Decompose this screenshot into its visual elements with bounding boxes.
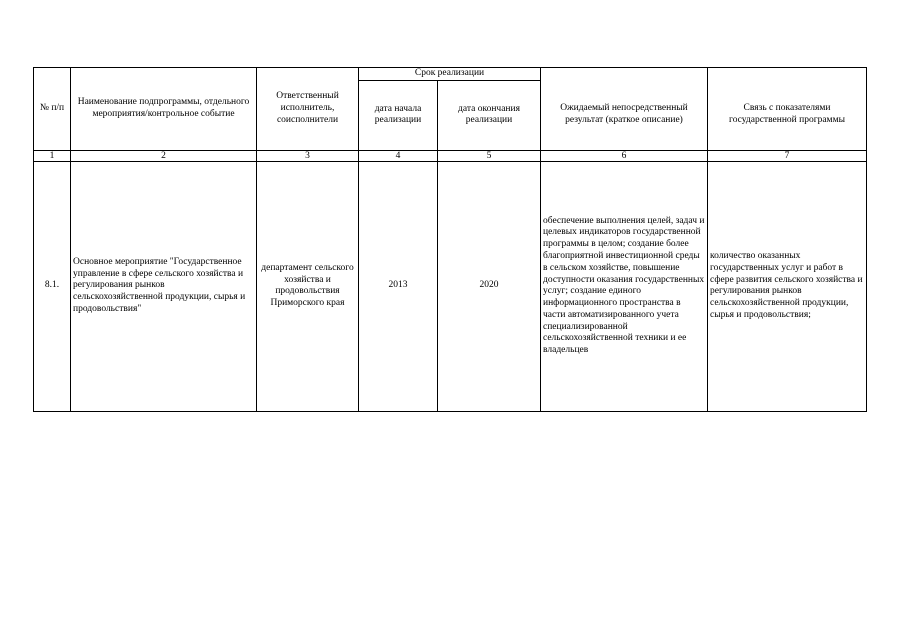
header-period: Срок реализации: [359, 68, 541, 81]
header-responsible: Ответственный исполнитель, соисполнители: [257, 68, 359, 151]
header-num: № п/п: [34, 68, 71, 151]
row-result: обеспечение выполнения целей, задач и целевых индикаторов государственной программы в целом; создание более благоприятной инвестиционной среды в сельском хозяйстве, повышение доступности оказания государственных услуг; создание единого информационного пространства в части автоматизированного учета специализированной сельскохозяйственной техники и ее владельцев: [541, 161, 708, 411]
header-link-top: [708, 68, 867, 81]
header-link: Связь с показателями государственной программы: [708, 80, 867, 150]
column-number: 5: [438, 150, 541, 161]
column-number: 3: [257, 150, 359, 161]
column-number: 6: [541, 150, 708, 161]
column-number: 7: [708, 150, 867, 161]
column-number: 1: [34, 150, 71, 161]
header-result-top: [541, 68, 708, 81]
table-row: [34, 161, 867, 411]
row-end: 2020: [438, 161, 541, 411]
row-num: 8.1.: [34, 161, 71, 411]
row-start: 2013: [359, 161, 438, 411]
header-start: дата начала реализации: [359, 80, 438, 150]
header-result: Ожидаемый непосредственный результат (краткое описание): [541, 80, 708, 150]
row-name: Основное мероприятие "Государственное управление в сфере сельского хозяйства и регулирования рынков сельскохозяйственной продукции, сырья и продовольствия": [71, 161, 257, 411]
column-number: 2: [71, 150, 257, 161]
header-end: дата окончания реализации: [438, 80, 541, 150]
program-table: [33, 67, 867, 412]
header-row-top: [34, 68, 867, 81]
column-number: 4: [359, 150, 438, 161]
header-name: Наименование подпрограммы, отдельного мероприятия/контрольное событие: [71, 68, 257, 151]
row-link: количество оказанных государственных услуг и работ в сфере развития сельского хозяйства и регулирования рынков сельскохозяйственной продукции, сырья и продовольствия;: [708, 161, 867, 411]
row-responsible: департамент сельского хозяйства и продовольствия Приморского края: [257, 161, 359, 411]
column-numbers-row: [34, 150, 867, 161]
